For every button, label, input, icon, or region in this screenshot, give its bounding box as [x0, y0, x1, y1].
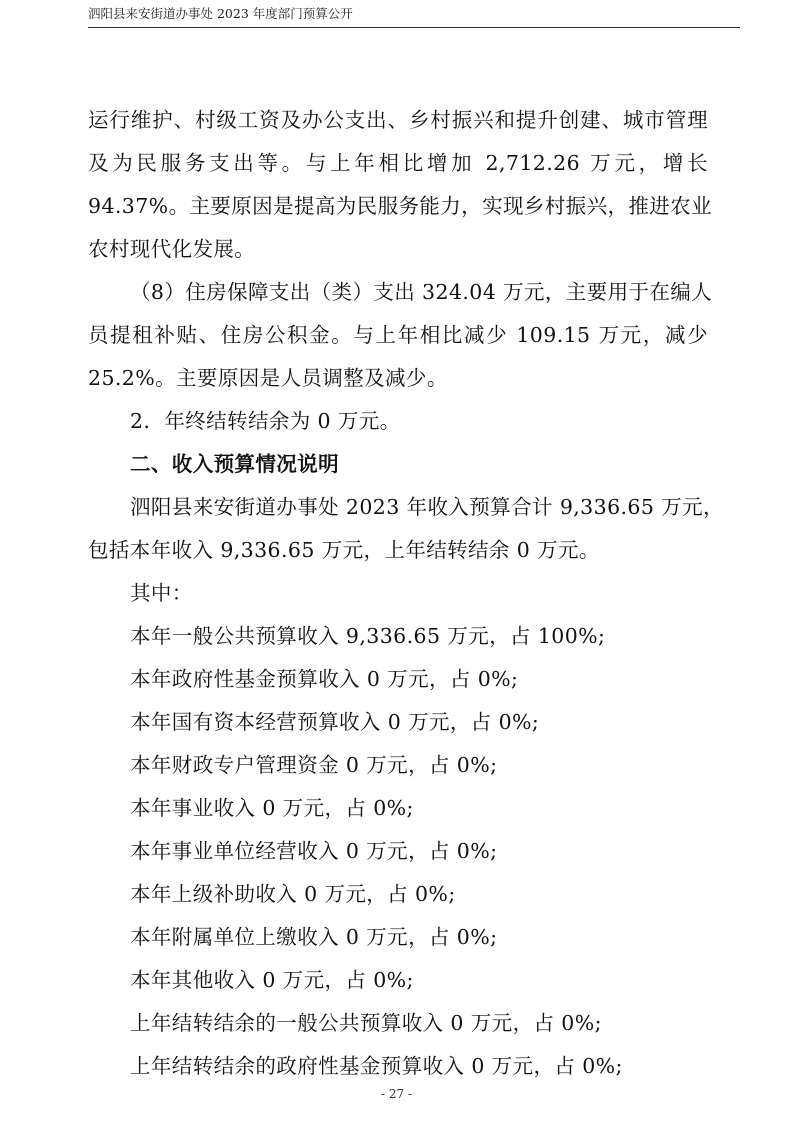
list-item: 本年事业单位经营收入 0 万元，占 0%;	[130, 839, 498, 863]
section-heading: 二、收入预算情况说明	[130, 452, 339, 476]
list-item: 本年国有资本经营预算收入 0 万元，占 0%;	[130, 710, 540, 734]
running-header: 泗阳县来安街道办事处 2023 年度部门预算公开	[88, 6, 353, 21]
list-item: 本年附属单位上缴收入 0 万元，占 0%;	[130, 925, 498, 949]
body-line: 员提租补贴、住房公积金。与上年相比减少 109.15 万元，减少	[88, 323, 708, 347]
body-line: 泗阳县来安街道办事处 2023 年收入预算合计 9,336.65 万元，	[130, 495, 724, 519]
list-item: 上年结转结余的一般公共预算收入 0 万元，占 0%;	[130, 1011, 602, 1035]
list-item: 上年结转结余的政府性基金预算收入 0 万元，占 0%;	[130, 1054, 623, 1078]
header-divider	[88, 27, 740, 28]
body-line: 25.2%。主要原因是人员调整及减少。	[88, 366, 448, 390]
body-line: 运行维护、村级工资及办公支出、乡村振兴和提升创建、城市管理	[88, 108, 708, 132]
body-line: 包括本年收入 9,336.65 万元，上年结转结余 0 万元。	[88, 538, 600, 562]
body-line: 2．年终结转结余为 0 万元。	[130, 409, 401, 433]
body-line: （8）住房保障支出（类）支出 324.04 万元，主要用于在编人	[130, 280, 713, 304]
body-line: 农村现代化发展。	[88, 237, 256, 261]
body-line: 94.37%。主要原因是提高为民服务能力，实现乡村振兴，推进农业	[88, 194, 712, 218]
list-item: 本年事业收入 0 万元，占 0%;	[130, 796, 414, 820]
list-item: 本年其他收入 0 万元，占 0%;	[130, 968, 414, 992]
list-item: 本年上级补助收入 0 万元，占 0%;	[130, 882, 456, 906]
list-item: 本年一般公共预算收入 9,336.65 万元，占 100%;	[130, 624, 606, 648]
body-line: 其中：	[130, 581, 193, 605]
page-number: - 27 -	[380, 1087, 412, 1101]
body-line: 及为民服务支出等。与上年相比增加 2,712.26 万元，增长	[88, 151, 708, 175]
list-item: 本年财政专户管理资金 0 万元，占 0%;	[130, 753, 498, 777]
list-item: 本年政府性基金预算收入 0 万元，占 0%;	[130, 667, 519, 691]
